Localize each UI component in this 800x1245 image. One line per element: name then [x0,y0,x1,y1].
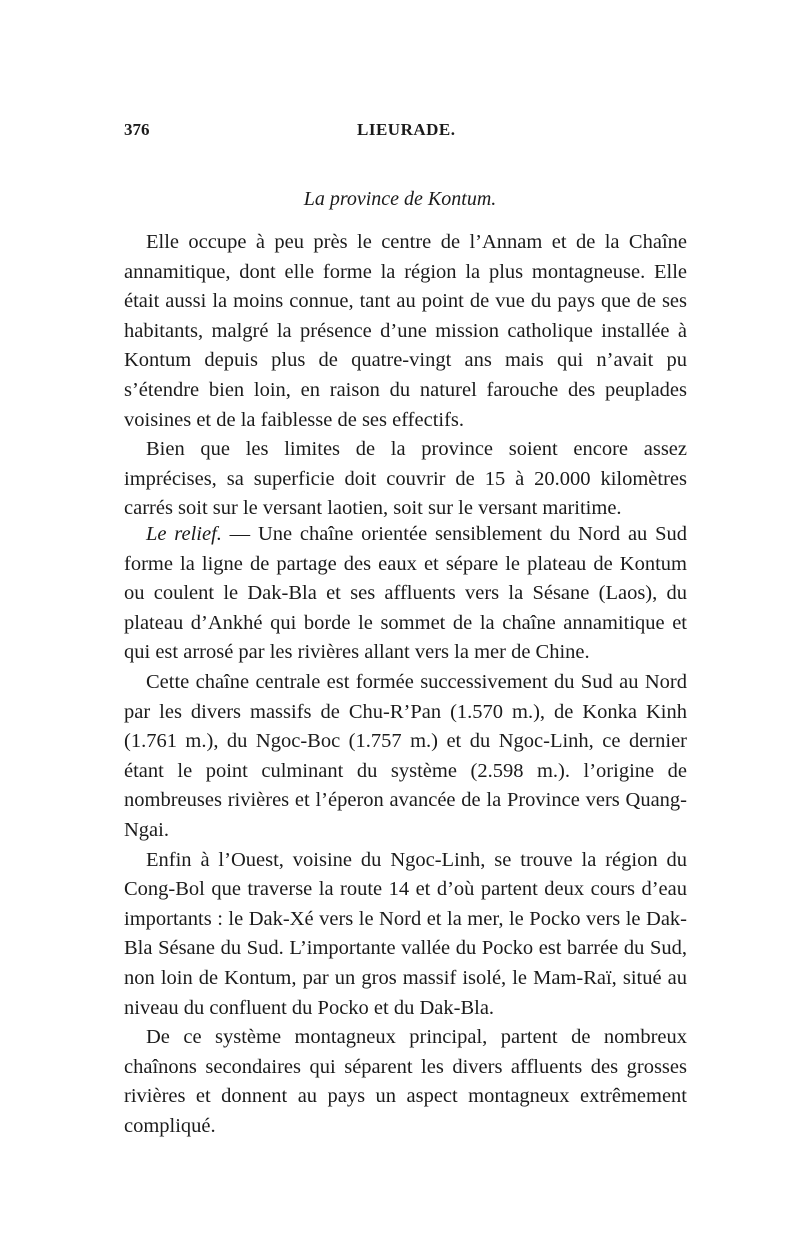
relief-first-paragraph [124,520,687,668]
paragraph: Bien que les limites de la province soient encore assez imprécises, sa superficie doit couvrir de 15 à 20.000 kilomètres carrés soit sur le versant laotien, soit sur le versant maritime. [124,438,687,520]
relief-lead-in: Le relief. [146,523,222,545]
section-title: La province de Kontum. [303,188,497,210]
paragraph: Elle occupe à peu près le centre de l’Annam et de la Chaîne annamitique, dont elle forme la région la plus montagneuse. Elle était aussi la moins connue, tant au point de vue du pays que de ses habitants, malgré la présence d’une mission catholique installée à Kontum depuis plus de quatre-vingt ans mais qui n’avait pu s’étendre bien loin, en raison du naturel farouche des peuplades voisines et de la faiblesse de ses effectifs. [124,231,687,431]
paragraph: Enfin à l’Ouest, voisine du Ngoc-Linh, se trouve la région du Cong-Bol que traverse la route 14 et d’où partent deux cours d’eau importants : le Dak-Xé vers le Nord et la mer, le Pocko vers le Dak-Bla Sésane du Sud. L’importante vallée du Pocko est barrée du Sud, non loin de Kontum, par un gros massif isolé, le Mam-Raï, situé au niveau du confluent du Pocko et du Dak-Bla. [124,848,687,1019]
relief-section [124,520,687,1141]
paragraph: De ce système montagneux principal, partent de nombreux chaînons secondaires qui séparent les divers affluents des grosses rivières et donnent au pays un aspect montagneux extrêmement compliqué. [124,1026,687,1137]
relief-first-paragraph-text: — Une chaîne orientée sensiblement du Nord au Sud forme la ligne de partage des eaux et sépare le plateau de Kontum ou coulent le Dak-Bla et ses affluents vers la Sésane (Laos), du plateau d’Ankhé qui borde le sommet de la chaîne annamitique et qui est arrosé par les rivières allant vers la mer de Chine. [124,523,687,664]
paragraph: Cette chaîne centrale est formée successivement du Sud au Nord par les divers massifs de Chu-R’Pan (1.570 m.), de Konka Kinh (1.761 m.), du Ngoc-Boc (1.757 m.) et du Ngoc-Linh, ce dernier étant le point culminant du système (2.598 m.). l’origine de nombreuses rivières et l’éperon avancée de la Province vers Quang-Ngai. [124,670,687,841]
intro-section [124,228,687,524]
running-head: LIEURADE. [357,120,456,139]
page-header [124,120,684,144]
page-number: 376 [124,120,150,139]
